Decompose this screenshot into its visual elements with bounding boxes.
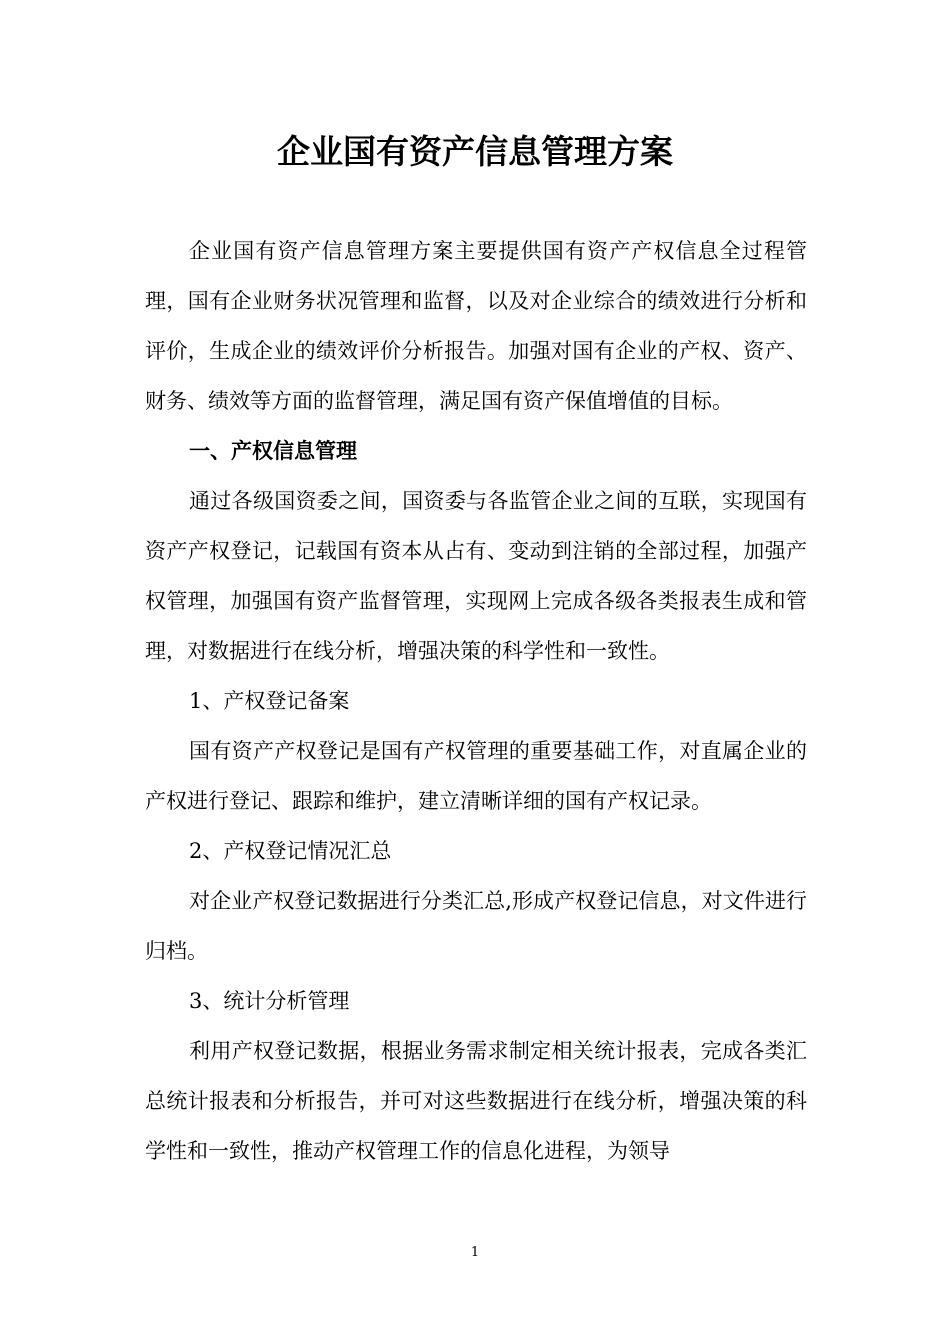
body-paragraph: 国有资产产权登记是国有产权管理的重要基础工作，对直属企业的产权进行登记、跟踪和维护，建立清晰详细的国有产权记录。: [145, 739, 807, 813]
body-paragraph: 利用产权登记数据，根据业务需求制定相关统计报表，完成各类汇总统计报表和分析报告，并可对这些数据进行在线分析，增强决策的科学性和一致性，推动产权管理工作的信息化进程，为领导: [145, 1039, 807, 1163]
document-title: 企业国有资产信息管理方案: [277, 132, 673, 171]
document-body: [145, 226, 807, 1176]
subsection-heading: 3、统计分析管理: [189, 989, 350, 1013]
subsection-heading: 1、产权登记备案: [189, 689, 350, 713]
intro-paragraph: 企业国有资产信息管理方案主要提供国有资产产权信息全过程管理，国有企业财务状况管理和监督，以及对企业综合的绩效进行分析和评价，生成企业的绩效评价分析报告。加强对国有企业的产权、资产、财务、绩效等方面的监督管理，满足国有资产保值增值的目标。: [145, 239, 807, 413]
subsection-heading: 2、产权登记情况汇总: [189, 839, 392, 863]
body-paragraph: 通过各级国资委之间，国资委与各监管企业之间的互联，实现国有资产产权登记，记载国有资本从占有、变动到注销的全部过程，加强产权管理，加强国有资产监督管理，实现网上完成各级各类报表生成和管理，对数据进行在线分析，增强决策的科学性和一致性。: [145, 489, 807, 663]
page-number: 1: [470, 1245, 480, 1260]
section-heading: 一、产权信息管理: [189, 439, 357, 463]
body-paragraph: 对企业产权登记数据进行分类汇总,形成产权登记信息，对文件进行归档。: [145, 889, 807, 963]
